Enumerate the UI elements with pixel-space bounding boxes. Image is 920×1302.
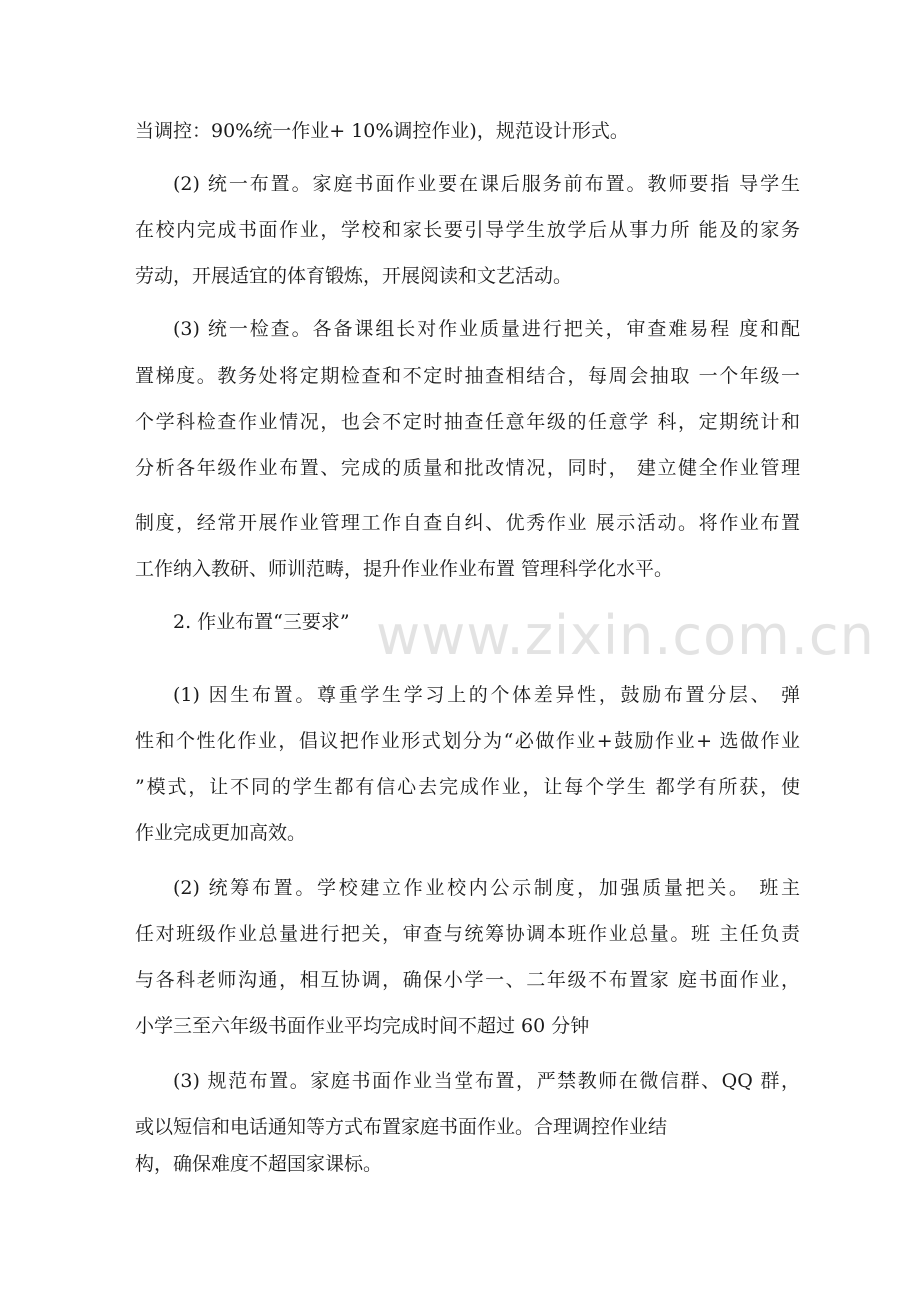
text-line: (3) 规范布置。家庭书面作业当堂布置，严禁教师在微信群、QQ 群， — [173, 1070, 800, 1092]
text-line: 置梯度。教务处将定期检查和不定时抽查相结合，每周会抽取 一个年级一 — [135, 365, 800, 387]
text-line: 工作纳入教研、师训范畴，提升作业作业布置 管理科学化水平。 — [135, 558, 674, 580]
text-line: 个学科检查作业情况，也会不定时抽查任意年级的任意学 科，定期统计和 — [135, 411, 800, 433]
text-line: 小学三至六年级书面作业平均完成时间不超过 60 分钟 — [135, 1015, 590, 1037]
text-line: 构，确保难度不超国家课标。 — [135, 1153, 383, 1175]
text-line: 性和个性化作业，倡议把作业形式划分为“必做作业+鼓励作业+ 选做作业 — [135, 730, 800, 752]
text-line: 当调控：90%统一作业+ 10%调控作业)，规范设计形式。 — [135, 120, 629, 142]
text-line: 作业完成更加高效。 — [135, 822, 307, 844]
text-line: 劳动，开展适宜的体育锻炼，开展阅读和文艺活动。 — [135, 265, 573, 287]
text-line: 分析各年级作业布置、完成的质量和批改情况，同时， 建立健全作业管理 — [135, 457, 800, 479]
text-line: (1) 因生布置。尊重学生学习上的个体差异性，鼓励布置分层、 弹 — [173, 684, 800, 706]
text-line: 与各科老师沟通，相互协调，确保小学一、二年级不布置家 庭书面作业， — [135, 969, 800, 991]
text-line: 任对班级作业总量进行把关，审查与统筹协调本班作业总量。班 主任负责 — [135, 923, 800, 945]
text-line: 制度，经常开展作业管理工作自查自纠、优秀作业 展示活动。将作业布置 — [135, 512, 800, 534]
text-line: (2) 统筹布置。学校建立作业校内公示制度，加强质量把关。 班主 — [173, 877, 800, 899]
text-line: (2) 统一布置。家庭书面作业要在课后服务前布置。教师要指 导学生 — [173, 173, 800, 195]
text-line: ”模式，让不同的学生都有信心去完成作业，让每个学生 都学有所获，使 — [135, 776, 800, 798]
text-line: 在校内完成书面作业，学校和家长要引导学生放学后从事力所 能及的家务 — [135, 219, 800, 241]
text-line: 或以短信和电话通知等方式布置家庭书面作业。合理调控作业结 — [135, 1116, 668, 1138]
text-line: (3) 统一检查。各备课组长对作业质量进行把关，审查难易程 度和配 — [173, 318, 800, 340]
watermark: www.zixin.com.cn — [376, 604, 875, 667]
section-heading: 2. 作业布置“三要求” — [173, 611, 350, 633]
